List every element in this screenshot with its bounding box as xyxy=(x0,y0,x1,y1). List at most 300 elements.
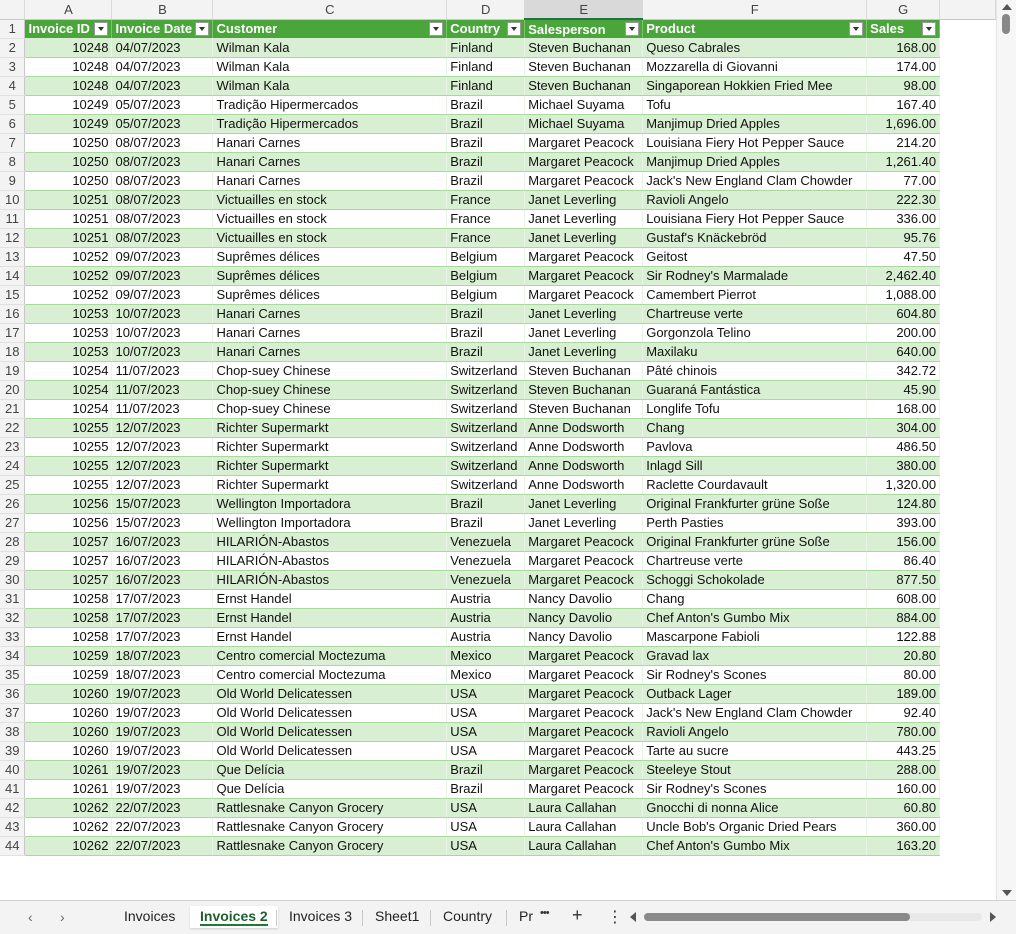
table-cell[interactable]: 10253 xyxy=(25,323,112,342)
table-cell[interactable]: Switzerland xyxy=(447,475,525,494)
row-number[interactable]: 12 xyxy=(0,228,25,247)
table-cell[interactable]: 156.00 xyxy=(867,532,940,551)
table-cell[interactable]: Michael Suyama xyxy=(525,114,643,133)
row-number[interactable]: 30 xyxy=(0,570,25,589)
row-number[interactable]: 19 xyxy=(0,361,25,380)
table-cell[interactable]: Longlife Tofu xyxy=(643,399,867,418)
add-sheet-icon[interactable]: + xyxy=(572,905,583,925)
row-number[interactable]: 10 xyxy=(0,190,25,209)
empty-cell[interactable] xyxy=(940,19,996,38)
table-cell[interactable]: Gustaf's Knäckebröd xyxy=(643,228,867,247)
table-cell[interactable]: 10253 xyxy=(25,304,112,323)
table-cell[interactable]: Sir Rodney's Scones xyxy=(643,779,867,798)
table-cell[interactable]: 17/07/2023 xyxy=(112,589,213,608)
table-cell[interactable]: Janet Leverling xyxy=(525,494,643,513)
table-cell[interactable]: Hanari Carnes xyxy=(213,342,447,361)
row-number[interactable]: 31 xyxy=(0,589,25,608)
row-number[interactable]: 29 xyxy=(0,551,25,570)
empty-cell[interactable] xyxy=(940,532,996,551)
table-header-cell[interactable] xyxy=(25,19,112,38)
table-cell[interactable]: Hanari Carnes xyxy=(213,133,447,152)
row-number[interactable]: 21 xyxy=(0,399,25,418)
table-cell[interactable]: Margaret Peacock xyxy=(525,551,643,570)
empty-cell[interactable] xyxy=(940,57,996,76)
table-cell[interactable]: 05/07/2023 xyxy=(112,114,213,133)
table-cell[interactable]: 604.80 xyxy=(867,304,940,323)
prev-sheet-icon[interactable]: ‹ xyxy=(28,909,33,925)
table-cell[interactable]: Mexico xyxy=(447,665,525,684)
tab-sheet1[interactable]: Sheet1 xyxy=(375,908,420,924)
table-cell[interactable]: Anne Dodsworth xyxy=(525,456,643,475)
table-cell[interactable]: Chang xyxy=(643,589,867,608)
table-cell[interactable]: Brazil xyxy=(447,304,525,323)
row-number[interactable]: 34 xyxy=(0,646,25,665)
table-cell[interactable]: 10250 xyxy=(25,152,112,171)
table-cell[interactable]: Rattlesnake Canyon Grocery xyxy=(213,836,447,855)
table-cell[interactable]: 10260 xyxy=(25,722,112,741)
table-cell[interactable]: Michael Suyama xyxy=(525,95,643,114)
table-cell[interactable]: 10262 xyxy=(25,836,112,855)
table-cell[interactable]: Schoggi Schokolade xyxy=(643,570,867,589)
empty-cell[interactable] xyxy=(940,779,996,798)
table-cell[interactable]: Gnocchi di nonna Alice xyxy=(643,798,867,817)
table-cell[interactable]: 10255 xyxy=(25,437,112,456)
table-cell[interactable]: 15/07/2023 xyxy=(112,513,213,532)
table-cell[interactable]: 10257 xyxy=(25,532,112,551)
table-cell[interactable]: 214.20 xyxy=(867,133,940,152)
column-header-c[interactable]: C xyxy=(213,0,447,19)
table-cell[interactable]: 09/07/2023 xyxy=(112,285,213,304)
table-cell[interactable]: Margaret Peacock xyxy=(525,285,643,304)
table-cell[interactable]: 10252 xyxy=(25,247,112,266)
scroll-right-icon[interactable] xyxy=(990,912,996,922)
row-number[interactable]: 41 xyxy=(0,779,25,798)
table-cell[interactable]: 10256 xyxy=(25,494,112,513)
table-cell[interactable]: Janet Leverling xyxy=(525,323,643,342)
table-cell[interactable]: 10251 xyxy=(25,228,112,247)
table-cell[interactable]: Hanari Carnes xyxy=(213,323,447,342)
table-cell[interactable]: 05/07/2023 xyxy=(112,95,213,114)
more-tabs-icon[interactable]: ••• xyxy=(540,907,549,919)
table-cell[interactable]: Geitost xyxy=(643,247,867,266)
row-number[interactable]: 40 xyxy=(0,760,25,779)
table-cell[interactable]: Ernst Handel xyxy=(213,589,447,608)
filter-dropdown-icon[interactable] xyxy=(922,22,936,36)
row-number[interactable]: 20 xyxy=(0,380,25,399)
table-cell[interactable]: Hanari Carnes xyxy=(213,304,447,323)
row-number[interactable]: 32 xyxy=(0,608,25,627)
table-cell[interactable]: Margaret Peacock xyxy=(525,646,643,665)
column-header-g[interactable]: G xyxy=(867,0,940,19)
table-cell[interactable]: 163.20 xyxy=(867,836,940,855)
table-cell[interactable]: Outback Lager xyxy=(643,684,867,703)
table-cell[interactable]: 288.00 xyxy=(867,760,940,779)
empty-cell[interactable] xyxy=(940,817,996,836)
table-cell[interactable]: 640.00 xyxy=(867,342,940,361)
table-cell[interactable]: 95.76 xyxy=(867,228,940,247)
table-cell[interactable]: 10257 xyxy=(25,570,112,589)
table-cell[interactable]: 122.88 xyxy=(867,627,940,646)
table-cell[interactable]: 10256 xyxy=(25,513,112,532)
table-cell[interactable]: Belgium xyxy=(447,266,525,285)
empty-cell[interactable] xyxy=(940,38,996,57)
table-cell[interactable]: 19/07/2023 xyxy=(112,741,213,760)
table-cell[interactable]: Louisiana Fiery Hot Pepper Sauce xyxy=(643,209,867,228)
table-cell[interactable]: Brazil xyxy=(447,152,525,171)
empty-cell[interactable] xyxy=(940,304,996,323)
table-cell[interactable]: 10252 xyxy=(25,285,112,304)
table-cell[interactable]: Belgium xyxy=(447,285,525,304)
table-cell[interactable]: 174.00 xyxy=(867,57,940,76)
table-cell[interactable]: 92.40 xyxy=(867,703,940,722)
row-number[interactable]: 9 xyxy=(0,171,25,190)
table-cell[interactable]: Margaret Peacock xyxy=(525,665,643,684)
empty-cell[interactable] xyxy=(940,551,996,570)
table-cell[interactable]: Steven Buchanan xyxy=(525,361,643,380)
empty-cell[interactable] xyxy=(940,285,996,304)
table-cell[interactable]: Brazil xyxy=(447,133,525,152)
table-cell[interactable]: 08/07/2023 xyxy=(112,228,213,247)
table-cell[interactable]: 160.00 xyxy=(867,779,940,798)
empty-cell[interactable] xyxy=(940,722,996,741)
table-cell[interactable]: Anne Dodsworth xyxy=(525,437,643,456)
row-number[interactable]: 2 xyxy=(0,38,25,57)
table-cell[interactable]: Jack's New England Clam Chowder xyxy=(643,171,867,190)
table-cell[interactable]: Maxilaku xyxy=(643,342,867,361)
table-cell[interactable]: USA xyxy=(447,703,525,722)
table-cell[interactable]: 222.30 xyxy=(867,190,940,209)
table-cell[interactable]: Gravad lax xyxy=(643,646,867,665)
table-cell[interactable]: 80.00 xyxy=(867,665,940,684)
table-cell[interactable]: Margaret Peacock xyxy=(525,703,643,722)
table-cell[interactable]: 10260 xyxy=(25,703,112,722)
row-number[interactable]: 17 xyxy=(0,323,25,342)
table-cell[interactable]: 16/07/2023 xyxy=(112,570,213,589)
table-cell[interactable]: 11/07/2023 xyxy=(112,399,213,418)
table-cell[interactable]: Switzerland xyxy=(447,456,525,475)
horizontal-scroll-thumb[interactable] xyxy=(644,913,910,921)
empty-cell[interactable] xyxy=(940,589,996,608)
select-all-corner[interactable] xyxy=(0,0,25,19)
tab-invoices-3[interactable]: Invoices 3 xyxy=(289,908,353,924)
table-cell[interactable]: 10251 xyxy=(25,190,112,209)
table-cell[interactable]: Laura Callahan xyxy=(525,836,643,855)
table-cell[interactable]: 15/07/2023 xyxy=(112,494,213,513)
row-number[interactable]: 1 xyxy=(0,19,25,38)
table-cell[interactable]: 19/07/2023 xyxy=(112,684,213,703)
row-number[interactable]: 13 xyxy=(0,247,25,266)
table-cell[interactable]: HILARIÓN-Abastos xyxy=(213,532,447,551)
table-cell[interactable]: Margaret Peacock xyxy=(525,760,643,779)
table-cell[interactable]: Venezuela xyxy=(447,570,525,589)
table-cell[interactable]: USA xyxy=(447,741,525,760)
table-cell[interactable]: 10249 xyxy=(25,114,112,133)
row-number[interactable]: 38 xyxy=(0,722,25,741)
table-cell[interactable]: Que Delícia xyxy=(213,760,447,779)
empty-cell[interactable] xyxy=(940,342,996,361)
filter-dropdown-icon[interactable] xyxy=(195,22,209,36)
empty-cell[interactable] xyxy=(940,209,996,228)
table-cell[interactable]: 2,462.40 xyxy=(867,266,940,285)
empty-cell[interactable] xyxy=(940,323,996,342)
row-number[interactable]: 6 xyxy=(0,114,25,133)
table-cell[interactable]: 1,320.00 xyxy=(867,475,940,494)
table-cell[interactable]: Tradição Hipermercados xyxy=(213,95,447,114)
table-cell[interactable]: Margaret Peacock xyxy=(525,266,643,285)
filter-dropdown-icon[interactable] xyxy=(429,22,443,36)
row-number[interactable]: 4 xyxy=(0,76,25,95)
table-cell[interactable]: Old World Delicatessen xyxy=(213,703,447,722)
row-number[interactable]: 18 xyxy=(0,342,25,361)
table-cell[interactable]: Sir Rodney's Marmalade xyxy=(643,266,867,285)
row-number[interactable]: 42 xyxy=(0,798,25,817)
table-cell[interactable]: 19/07/2023 xyxy=(112,760,213,779)
table-cell[interactable]: 167.40 xyxy=(867,95,940,114)
table-cell[interactable]: Hanari Carnes xyxy=(213,171,447,190)
table-cell[interactable]: France xyxy=(447,209,525,228)
row-number[interactable]: 15 xyxy=(0,285,25,304)
table-cell[interactable]: 10255 xyxy=(25,418,112,437)
empty-cell[interactable] xyxy=(940,437,996,456)
table-cell[interactable]: Brazil xyxy=(447,95,525,114)
table-cell[interactable]: 11/07/2023 xyxy=(112,361,213,380)
table-cell[interactable]: 19/07/2023 xyxy=(112,703,213,722)
table-cell[interactable]: Venezuela xyxy=(447,551,525,570)
table-cell[interactable]: Louisiana Fiery Hot Pepper Sauce xyxy=(643,133,867,152)
table-cell[interactable]: Janet Leverling xyxy=(525,342,643,361)
empty-cell[interactable] xyxy=(940,247,996,266)
table-cell[interactable]: 884.00 xyxy=(867,608,940,627)
table-header-cell[interactable] xyxy=(525,19,643,38)
empty-cell[interactable] xyxy=(940,456,996,475)
table-cell[interactable]: Camembert Pierrot xyxy=(643,285,867,304)
row-number[interactable]: 11 xyxy=(0,209,25,228)
table-cell[interactable]: Tofu xyxy=(643,95,867,114)
table-header-cell[interactable] xyxy=(867,19,940,38)
table-cell[interactable]: Steven Buchanan xyxy=(525,76,643,95)
table-cell[interactable]: 10255 xyxy=(25,456,112,475)
table-cell[interactable]: 19/07/2023 xyxy=(112,722,213,741)
table-cell[interactable]: 16/07/2023 xyxy=(112,532,213,551)
table-cell[interactable]: Inlagd Sill xyxy=(643,456,867,475)
table-cell[interactable]: 10252 xyxy=(25,266,112,285)
table-cell[interactable]: Queso Cabrales xyxy=(643,38,867,57)
table-cell[interactable]: 10258 xyxy=(25,627,112,646)
table-cell[interactable]: 10260 xyxy=(25,684,112,703)
table-cell[interactable]: Tarte au sucre xyxy=(643,741,867,760)
table-cell[interactable]: Wellington Importadora xyxy=(213,513,447,532)
empty-cell[interactable] xyxy=(940,513,996,532)
empty-cell[interactable] xyxy=(940,114,996,133)
empty-cell[interactable] xyxy=(940,418,996,437)
scroll-up-icon[interactable] xyxy=(1002,4,1012,10)
tab-pr-truncated[interactable]: Pr xyxy=(519,908,533,924)
row-number[interactable]: 44 xyxy=(0,836,25,855)
table-cell[interactable]: Mascarpone Fabioli xyxy=(643,627,867,646)
table-cell[interactable]: Victuailles en stock xyxy=(213,228,447,247)
table-cell[interactable]: Old World Delicatessen xyxy=(213,722,447,741)
table-cell[interactable]: 336.00 xyxy=(867,209,940,228)
table-cell[interactable]: 380.00 xyxy=(867,456,940,475)
table-cell[interactable]: Chartreuse verte xyxy=(643,304,867,323)
table-cell[interactable]: USA xyxy=(447,836,525,855)
empty-cell[interactable] xyxy=(940,570,996,589)
empty-cell[interactable] xyxy=(940,133,996,152)
column-header-a[interactable]: A xyxy=(25,0,112,19)
table-cell[interactable]: 20.80 xyxy=(867,646,940,665)
empty-cell[interactable] xyxy=(940,836,996,855)
table-cell[interactable]: Pavlova xyxy=(643,437,867,456)
table-cell[interactable]: 304.00 xyxy=(867,418,940,437)
table-cell[interactable]: Brazil xyxy=(447,323,525,342)
table-cell[interactable]: Manjimup Dried Apples xyxy=(643,114,867,133)
row-number[interactable]: 22 xyxy=(0,418,25,437)
table-cell[interactable]: Singaporean Hokkien Fried Mee xyxy=(643,76,867,95)
table-cell[interactable]: Belgium xyxy=(447,247,525,266)
empty-cell[interactable] xyxy=(940,646,996,665)
table-cell[interactable]: 10253 xyxy=(25,342,112,361)
table-cell[interactable]: 10248 xyxy=(25,57,112,76)
table-cell[interactable]: Janet Leverling xyxy=(525,513,643,532)
scroll-down-icon[interactable] xyxy=(1002,890,1012,896)
table-cell[interactable]: Mexico xyxy=(447,646,525,665)
table-cell[interactable]: Chef Anton's Gumbo Mix xyxy=(643,836,867,855)
table-cell[interactable]: 10258 xyxy=(25,589,112,608)
table-cell[interactable]: 10248 xyxy=(25,76,112,95)
table-cell[interactable]: Wellington Importadora xyxy=(213,494,447,513)
table-cell[interactable]: Mozzarella di Giovanni xyxy=(643,57,867,76)
table-cell[interactable]: Guaraná Fantástica xyxy=(643,380,867,399)
table-cell[interactable]: 09/07/2023 xyxy=(112,247,213,266)
table-cell[interactable]: 09/07/2023 xyxy=(112,266,213,285)
table-cell[interactable]: 08/07/2023 xyxy=(112,133,213,152)
table-cell[interactable]: USA xyxy=(447,722,525,741)
table-cell[interactable]: Ernst Handel xyxy=(213,627,447,646)
row-number[interactable]: 25 xyxy=(0,475,25,494)
table-header-cell[interactable] xyxy=(213,19,447,38)
table-cell[interactable]: Ernst Handel xyxy=(213,608,447,627)
table-cell[interactable]: Margaret Peacock xyxy=(525,133,643,152)
table-cell[interactable]: 08/07/2023 xyxy=(112,190,213,209)
table-cell[interactable]: 04/07/2023 xyxy=(112,57,213,76)
table-cell[interactable]: Jack's New England Clam Chowder xyxy=(643,703,867,722)
table-cell[interactable]: 10259 xyxy=(25,665,112,684)
table-cell[interactable]: 12/07/2023 xyxy=(112,456,213,475)
empty-cell[interactable] xyxy=(940,665,996,684)
table-cell[interactable]: 10260 xyxy=(25,741,112,760)
table-cell[interactable]: Chop-suey Chinese xyxy=(213,380,447,399)
empty-cell[interactable] xyxy=(940,228,996,247)
table-cell[interactable]: 10/07/2023 xyxy=(112,342,213,361)
empty-cell[interactable] xyxy=(940,361,996,380)
table-cell[interactable]: USA xyxy=(447,817,525,836)
empty-cell[interactable] xyxy=(940,760,996,779)
table-cell[interactable]: 10251 xyxy=(25,209,112,228)
row-number[interactable]: 5 xyxy=(0,95,25,114)
table-cell[interactable]: 200.00 xyxy=(867,323,940,342)
table-cell[interactable]: 10257 xyxy=(25,551,112,570)
row-number[interactable]: 16 xyxy=(0,304,25,323)
row-number[interactable]: 35 xyxy=(0,665,25,684)
table-cell[interactable]: Old World Delicatessen xyxy=(213,684,447,703)
table-cell[interactable]: Wilman Kala xyxy=(213,38,447,57)
table-cell[interactable]: Rattlesnake Canyon Grocery xyxy=(213,817,447,836)
table-cell[interactable]: Tradição Hipermercados xyxy=(213,114,447,133)
table-cell[interactable]: 10254 xyxy=(25,399,112,418)
table-cell[interactable]: Steven Buchanan xyxy=(525,57,643,76)
table-cell[interactable]: 1,088.00 xyxy=(867,285,940,304)
table-cell[interactable]: 12/07/2023 xyxy=(112,437,213,456)
table-cell[interactable]: Chef Anton's Gumbo Mix xyxy=(643,608,867,627)
table-cell[interactable]: 10248 xyxy=(25,38,112,57)
empty-cell[interactable] xyxy=(940,266,996,285)
row-number[interactable]: 39 xyxy=(0,741,25,760)
empty-cell[interactable] xyxy=(940,703,996,722)
table-cell[interactable]: Chop-suey Chinese xyxy=(213,399,447,418)
table-cell[interactable]: 1,696.00 xyxy=(867,114,940,133)
table-cell[interactable]: 18/07/2023 xyxy=(112,646,213,665)
table-cell[interactable]: Richter Supermarkt xyxy=(213,418,447,437)
row-number[interactable]: 27 xyxy=(0,513,25,532)
row-number[interactable]: 7 xyxy=(0,133,25,152)
table-header-cell[interactable] xyxy=(112,19,213,38)
empty-cell[interactable] xyxy=(940,190,996,209)
table-cell[interactable]: Que Delícia xyxy=(213,779,447,798)
table-cell[interactable]: Steven Buchanan xyxy=(525,399,643,418)
table-cell[interactable]: 608.00 xyxy=(867,589,940,608)
table-cell[interactable]: 10250 xyxy=(25,171,112,190)
filter-dropdown-icon[interactable] xyxy=(94,22,108,36)
table-cell[interactable]: Brazil xyxy=(447,342,525,361)
tab-country[interactable]: Country xyxy=(443,908,493,924)
table-cell[interactable]: Janet Leverling xyxy=(525,228,643,247)
table-cell[interactable]: Original Frankfurter grüne Soße xyxy=(643,532,867,551)
table-cell[interactable]: Venezuela xyxy=(447,532,525,551)
table-cell[interactable]: 18/07/2023 xyxy=(112,665,213,684)
table-cell[interactable]: Chop-suey Chinese xyxy=(213,361,447,380)
table-cell[interactable]: Rattlesnake Canyon Grocery xyxy=(213,798,447,817)
table-cell[interactable]: 360.00 xyxy=(867,817,940,836)
table-cell[interactable]: 10255 xyxy=(25,475,112,494)
row-number[interactable]: 8 xyxy=(0,152,25,171)
table-cell[interactable]: Laura Callahan xyxy=(525,817,643,836)
column-header-f[interactable]: F xyxy=(643,0,867,19)
table-cell[interactable]: 17/07/2023 xyxy=(112,627,213,646)
table-cell[interactable]: Richter Supermarkt xyxy=(213,456,447,475)
table-cell[interactable]: Old World Delicatessen xyxy=(213,741,447,760)
table-cell[interactable]: 10258 xyxy=(25,608,112,627)
table-cell[interactable]: 22/07/2023 xyxy=(112,798,213,817)
table-cell[interactable]: Margaret Peacock xyxy=(525,684,643,703)
table-cell[interactable]: 77.00 xyxy=(867,171,940,190)
table-cell[interactable]: 98.00 xyxy=(867,76,940,95)
table-cell[interactable]: Margaret Peacock xyxy=(525,779,643,798)
table-cell[interactable]: 22/07/2023 xyxy=(112,836,213,855)
filter-dropdown-icon[interactable] xyxy=(849,22,863,36)
table-cell[interactable]: Ravioli Angelo xyxy=(643,722,867,741)
empty-cell[interactable] xyxy=(940,76,996,95)
table-cell[interactable]: 86.40 xyxy=(867,551,940,570)
table-cell[interactable]: Ravioli Angelo xyxy=(643,190,867,209)
table-cell[interactable]: Finland xyxy=(447,38,525,57)
tab-invoices-2[interactable]: Invoices 2 xyxy=(190,906,278,928)
vertical-scrollbar[interactable] xyxy=(996,0,1016,900)
table-cell[interactable]: Janet Leverling xyxy=(525,190,643,209)
row-number[interactable]: 23 xyxy=(0,437,25,456)
empty-cell[interactable] xyxy=(940,95,996,114)
table-cell[interactable]: Brazil xyxy=(447,513,525,532)
table-cell[interactable]: Margaret Peacock xyxy=(525,570,643,589)
